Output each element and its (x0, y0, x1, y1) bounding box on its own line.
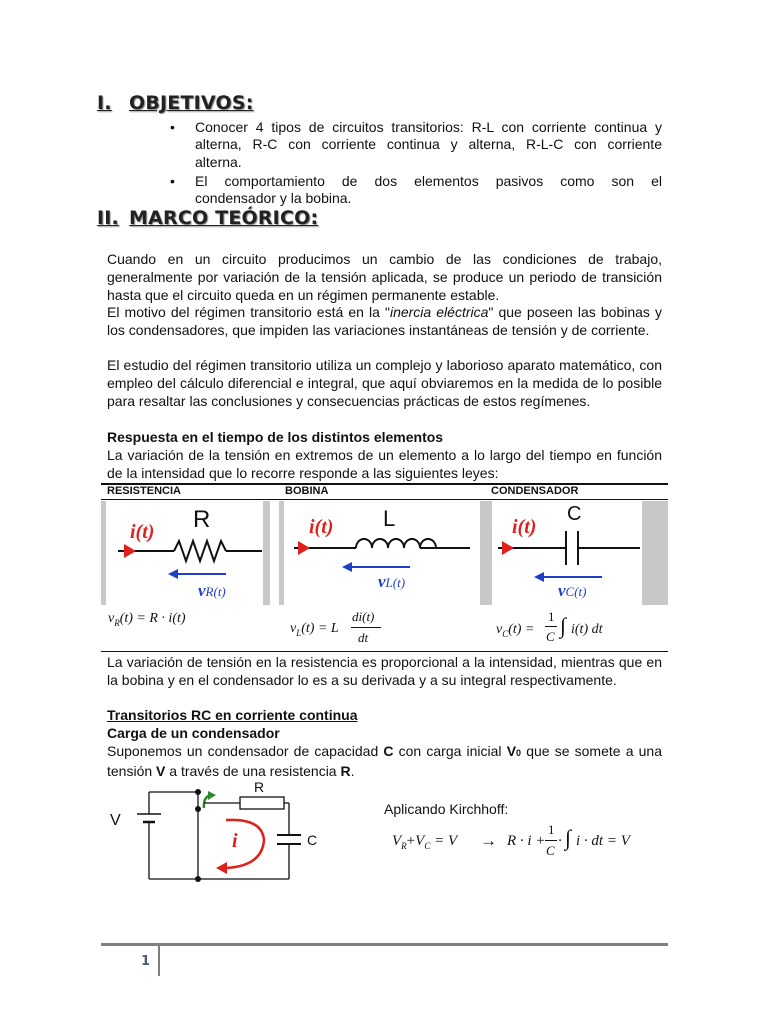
current-label: i(t) (309, 516, 334, 538)
voltage-subscript: L(t) (385, 575, 406, 590)
formula-text: (t) = L (301, 621, 339, 636)
paragraph-suponemos (107, 743, 662, 781)
formula-text: (t) = R · i(t) (119, 611, 186, 626)
eq-operator: · (558, 833, 562, 849)
paragraph-estudio: El estudio del régimen transitorio utiliza un complejo y laborioso aparato matemático, con empleo del cálculo diferencial e integral, que aquí obviaremos en la medida de lo posible para resaltar las conclusiones y consecuencias prácticas de estos regímenes. (107, 357, 662, 409)
kirchhoff-title: Aplicando Kirchhoff: (384, 801, 509, 817)
symbol-v0-subscript: 0 (516, 748, 522, 758)
paragraph-proporcional: La variación de tensión en la resistencia es proporcional a la intensidad, mientras que en la bobina y en el condensador lo es a su derivada y a su integral respectivamente. (107, 654, 662, 688)
subheading-respuesta: Respuesta en el tiempo de los distintos elementos (107, 429, 444, 445)
kirchhoff-rhs: i · dt = V (576, 833, 630, 849)
voltage-label (378, 572, 405, 592)
fraction-bar (545, 626, 557, 627)
current-label: i (232, 830, 238, 852)
objective-item-2 (170, 173, 662, 208)
voltage-arrow-icon (342, 562, 352, 572)
objective-line: alterna, R-C con corriente continua y alterna, R-L-C con corriente (195, 136, 662, 153)
eq-subscript: R (401, 841, 407, 851)
symbol-v: V (156, 762, 166, 779)
subheading-transitorios-rc: Transitorios RC en corriente continua (107, 707, 358, 723)
formula-subscript: C (502, 628, 509, 639)
text-run: Suponemos un condensador de capacidad (107, 743, 384, 759)
current-arrowhead-icon (216, 862, 227, 874)
bullet-icon: • (170, 173, 175, 189)
section-number: I. (97, 92, 112, 114)
resistor-box-icon (240, 797, 284, 809)
section-number: II. (97, 207, 119, 229)
text-run: con carga inicial (393, 743, 507, 759)
fraction-numerator: 1 (548, 822, 555, 837)
kirchhoff-lhs (392, 833, 457, 851)
resistor-diagram (106, 501, 264, 605)
formula-resistor (108, 611, 186, 628)
capacitor-label: C (307, 832, 318, 848)
integral-sign: ∫ (560, 613, 567, 638)
current-arrow-icon (124, 544, 136, 558)
junction-node-icon (195, 876, 201, 882)
voltage-symbol: v (378, 572, 386, 591)
footer-rule (101, 943, 668, 946)
formula-capacitor (496, 622, 534, 639)
emphasis-text: inercia eléctrica (389, 304, 489, 320)
voltage-subscript: C(t) (565, 584, 587, 599)
fraction-denominator: dt (358, 630, 369, 645)
fraction-denominator: C (546, 843, 555, 858)
inductor-coil-icon (356, 539, 436, 548)
objective-line: Conocer 4 tipos de circuitos transitorios: R-L con corriente continua y (195, 119, 662, 135)
resistor-label: R (254, 779, 265, 795)
paragraph-intro: Cuando en un circuito producimos un cambio de las condiciones de trabajo, generalmente por variación de la tensión aplicada, se produce un periodo de transición hasta que el circuito queda en un régimen permanente estable. (107, 251, 662, 303)
switch-node-icon (195, 806, 201, 812)
subheading-carga: Carga de un condensador (107, 725, 280, 741)
bullet-icon: • (170, 119, 175, 135)
fraction-numerator: 1 (548, 609, 555, 624)
formula-text: (t) = (508, 622, 535, 637)
formula-text: i(t) dt (571, 622, 603, 637)
symbol-v0-letter: V (506, 743, 517, 759)
symbol-c: C (383, 743, 394, 759)
eq-symbol: V (392, 833, 402, 849)
switch-node-icon (195, 789, 201, 795)
footer-divider (158, 944, 160, 976)
column-header-resistencia: RESISTENCIA (107, 485, 181, 497)
column-header-bobina: BOBINA (285, 485, 329, 497)
switch-arrow-icon (208, 791, 216, 800)
eq-operator: + (406, 833, 416, 849)
integral-sign: ∫ (565, 825, 572, 850)
formula-symbol: v (290, 621, 297, 636)
current-label: i(t) (130, 521, 155, 543)
fraction-bar (545, 840, 557, 841)
section-heading-objetivos (97, 92, 254, 114)
symbol-v0 (507, 743, 521, 759)
inductor-letter: L (383, 506, 396, 531)
section-heading-marco (97, 207, 318, 229)
formula-subscript: L (296, 627, 302, 638)
current-arrow-icon (298, 541, 310, 555)
fraction-bar (351, 627, 381, 628)
paragraph-leyes: La variación de la tensión en extremos de un elemento a lo largo del tiempo en función de la intensidad que lo recorre responde a las siguientes leyes: (107, 447, 662, 481)
voltage-symbol: v (198, 581, 206, 600)
text-run: a través de una resistencia (165, 762, 341, 779)
eq-symbol: V (415, 833, 425, 849)
rc-circuit-diagram (100, 778, 340, 888)
voltage-symbol: v (558, 581, 566, 600)
source-label: V (110, 812, 121, 829)
formula-inductor (290, 621, 339, 638)
implies-arrow-icon: → (480, 831, 497, 850)
voltage-label (198, 581, 226, 601)
text-run: " que poseen las bobinas y los condensadores, que impiden las variaciones instantáneas de tensión y de corriente. (107, 304, 662, 338)
text-run: . (350, 762, 355, 779)
formula-symbol: v (108, 611, 115, 626)
eq-text: = V (434, 833, 458, 849)
resistor-letter: R (193, 506, 211, 533)
page-number: 1 (141, 954, 151, 969)
eq-subscript: C (424, 841, 431, 851)
section-title: OBJETIVOS: (129, 92, 254, 114)
column-header-condensador: CONDENSADOR (491, 485, 579, 497)
text-run: que se somete a una tensión (107, 743, 662, 779)
table-bottom-rule (101, 651, 668, 652)
text-run: El motivo del régimen transitorio está en la " (107, 304, 390, 320)
objective-line: condensador y la bobina. (195, 190, 352, 207)
voltage-arrow-icon (534, 572, 544, 582)
objective-item-1 (170, 119, 662, 171)
symbol-r: R (340, 762, 351, 779)
section-title: MARCO TEÓRICO: (129, 207, 319, 229)
table-header-rule (101, 499, 668, 500)
capacitor-letter: C (567, 503, 582, 525)
resistor-zigzag-icon (174, 541, 226, 561)
voltage-arrow-icon (168, 569, 178, 579)
voltage-label (558, 581, 587, 601)
objective-line: alterna. (195, 153, 242, 170)
fraction-denominator: C (546, 629, 555, 644)
objective-line: El comportamiento de dos elementos pasivos como son el (195, 173, 662, 189)
table-top-rule (101, 483, 668, 485)
voltage-subscript: R(t) (205, 584, 226, 599)
current-label: i(t) (512, 516, 537, 538)
current-arrow-icon (502, 541, 514, 555)
formula-subscript: R (114, 617, 120, 628)
paragraph-inercia (107, 304, 662, 340)
fraction-numerator: di(t) (352, 609, 375, 624)
formula-symbol: v (496, 622, 503, 637)
kirchhoff-rhs: R · i + (507, 833, 546, 849)
